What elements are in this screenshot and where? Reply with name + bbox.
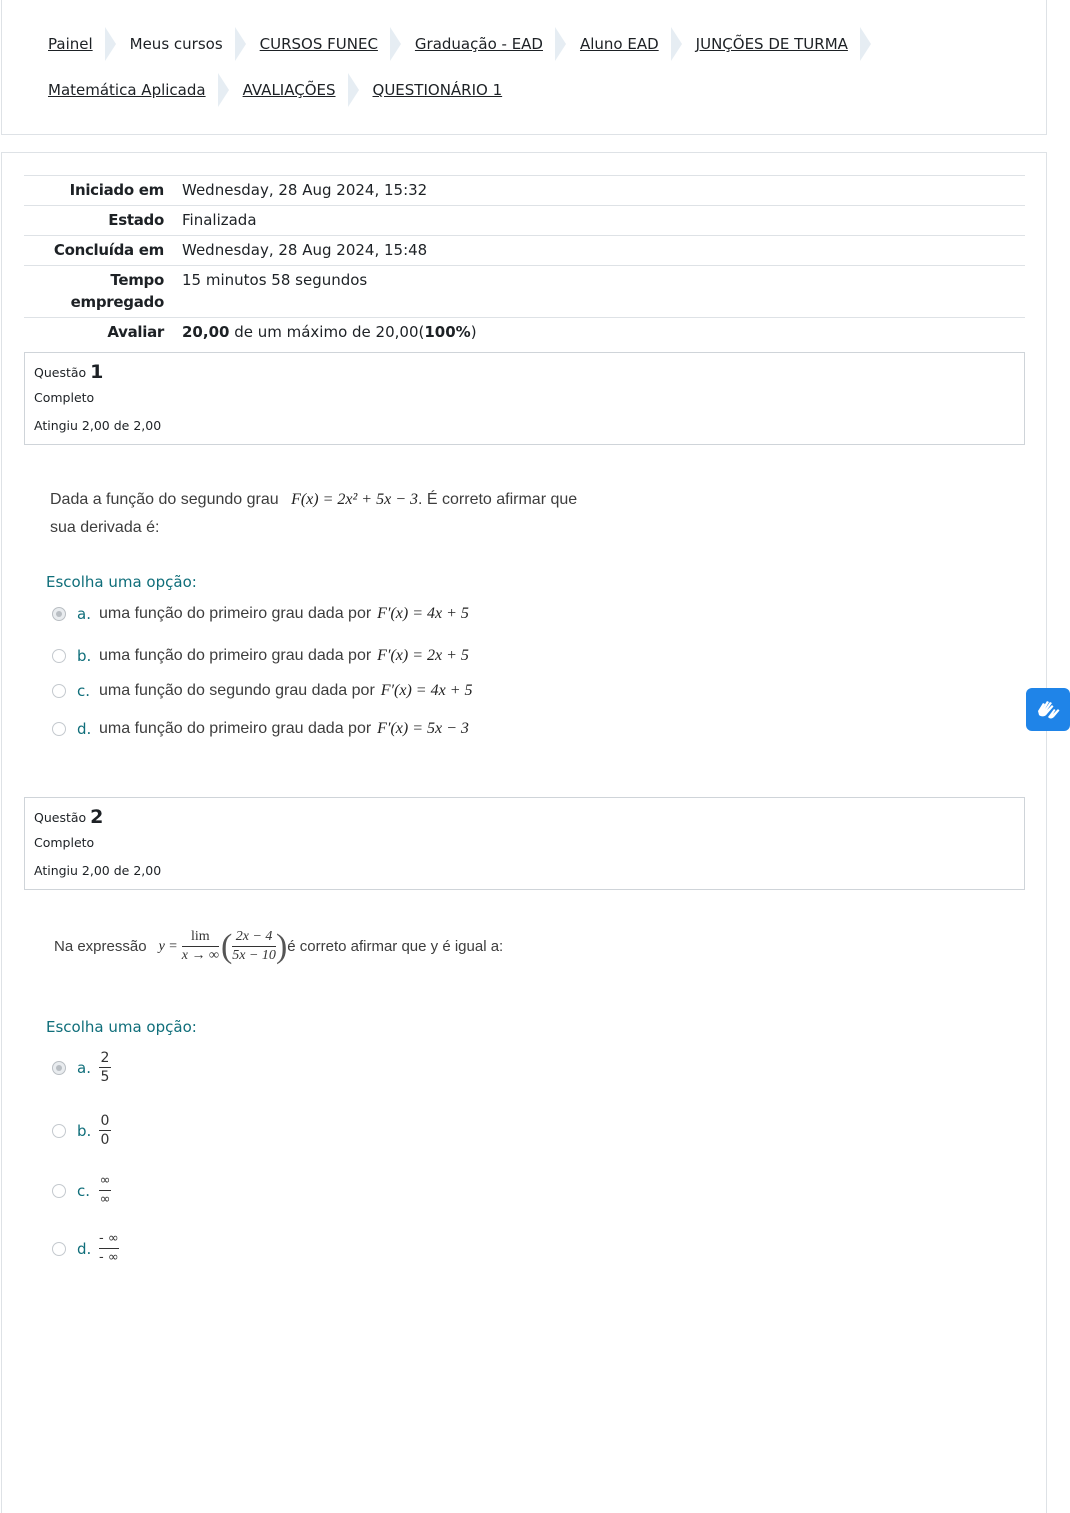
grade-value xyxy=(178,318,1025,348)
state-label: Estado xyxy=(108,211,164,229)
radio-button[interactable] xyxy=(52,684,66,698)
fraction-bar xyxy=(182,946,219,947)
question-1-formula: F(x) = 2x² + 5x − 3 xyxy=(291,491,418,508)
breadcrumb-link-matematica-aplicada[interactable]: Matemática Aplicada xyxy=(48,81,206,99)
grade-close: ) xyxy=(470,323,477,341)
option-letter: d. xyxy=(77,720,92,738)
time-label: Tempo empregado xyxy=(70,271,164,311)
fraction-bar xyxy=(99,1130,111,1131)
question-2-text xyxy=(54,929,503,964)
radio-button[interactable] xyxy=(52,1061,66,1075)
question-number: 1 xyxy=(90,361,104,383)
sign-language-accessibility-button[interactable] xyxy=(1026,688,1070,731)
breadcrumb-link-cursos-funec[interactable]: CURSOS FUNEC xyxy=(259,35,378,53)
summary-row-time xyxy=(24,266,1025,318)
breadcrumb-item-meus-cursos[interactable]: Meus cursos xyxy=(129,35,223,53)
breadcrumb xyxy=(1,0,1047,135)
radio-button[interactable] xyxy=(52,607,66,621)
breadcrumb-separator xyxy=(218,73,229,107)
fraction-numerator: 2 xyxy=(100,1050,110,1066)
question-number: 2 xyxy=(90,806,104,828)
radio-button[interactable] xyxy=(52,1242,66,1256)
option-formula: F′(x) = 4x + 5 xyxy=(380,682,473,699)
breadcrumb-link-aluno-ead[interactable]: Aluno EAD xyxy=(579,35,659,53)
question-2-info xyxy=(24,797,1025,890)
option-formula: F′(x) = 5x − 3 xyxy=(377,720,469,737)
fraction-numerator: 2x − 4 xyxy=(235,929,273,944)
fraction-bar xyxy=(232,946,276,947)
state-value: Finalizada xyxy=(182,211,257,229)
breadcrumb-row-1 xyxy=(48,27,885,61)
radio-button[interactable] xyxy=(52,1184,66,1198)
question-1-text xyxy=(50,491,577,537)
option-fraction xyxy=(99,1113,111,1148)
fraction-bar xyxy=(99,1067,111,1068)
summary-row-state xyxy=(24,206,1025,236)
grade-score: 20,00 xyxy=(182,323,230,341)
fraction-denominator: ∞ xyxy=(99,1192,111,1207)
option-fraction xyxy=(99,1173,111,1208)
radio-button[interactable] xyxy=(52,722,66,736)
sign-language-hands-icon xyxy=(1034,697,1062,723)
question-1-text-line-1 xyxy=(50,491,577,509)
question-1-option-a[interactable] xyxy=(52,605,469,623)
fraction-bar xyxy=(99,1190,111,1191)
question-1-option-b[interactable] xyxy=(52,647,469,665)
breadcrumb-separator xyxy=(105,27,116,61)
question-label: Questão xyxy=(34,365,87,380)
question-1-status: Completo xyxy=(34,390,95,405)
question-2-mark: Atingiu 2,00 de 2,00 xyxy=(34,863,162,878)
option-text: uma função do primeiro grau dada por xyxy=(99,647,372,664)
breadcrumb-separator xyxy=(348,73,359,107)
grade-percent: 100% xyxy=(424,323,471,341)
radio-button[interactable] xyxy=(52,649,66,663)
formula-y: y = xyxy=(158,938,178,954)
completed-value: Wednesday, 28 Aug 2024, 15:48 xyxy=(182,241,428,259)
breadcrumb-link-questionario-1[interactable]: QUESTIONÁRIO 1 xyxy=(372,81,503,99)
summary-row-grade xyxy=(24,318,1025,348)
formula-fraction xyxy=(232,929,276,964)
option-letter: b. xyxy=(77,647,92,665)
fraction-numerator: - ∞ xyxy=(99,1231,119,1246)
option-letter: a. xyxy=(77,605,91,623)
option-text: uma função do segundo grau dada por xyxy=(99,682,375,699)
left-paren: ( xyxy=(220,927,233,965)
option-formula: F′(x) = 4x + 5 xyxy=(377,605,469,622)
question-2-option-d[interactable] xyxy=(52,1231,119,1266)
fraction-denominator: - ∞ xyxy=(99,1250,119,1265)
option-letter: d. xyxy=(77,1239,92,1258)
breadcrumb-separator xyxy=(555,27,566,61)
formula-limit xyxy=(182,929,219,964)
option-text: uma função do primeiro grau dada por xyxy=(99,605,372,622)
question-text-part: Dada a função do segundo grau xyxy=(50,491,279,508)
question-1-mark: Atingiu 2,00 de 2,00 xyxy=(34,418,162,433)
question-2-option-c[interactable] xyxy=(52,1173,111,1208)
fraction-numerator: ∞ xyxy=(99,1173,111,1188)
option-letter: c. xyxy=(77,1181,91,1200)
grade-middle: de um máximo de 20,00( xyxy=(229,323,425,341)
breadcrumb-link-juncoes-de-turma[interactable]: JUNÇÕES DE TURMA xyxy=(695,35,848,53)
question-2-prompt: Escolha uma opção: xyxy=(46,1018,197,1036)
summary-row-started xyxy=(24,176,1025,206)
question-1-info xyxy=(24,352,1025,445)
breadcrumb-link-avaliacoes[interactable]: AVALIAÇÕES xyxy=(242,81,336,99)
grade-label: Avaliar xyxy=(107,323,164,341)
limit-subscript: x → ∞ xyxy=(181,948,219,963)
summary-row-completed xyxy=(24,236,1025,266)
option-fraction xyxy=(99,1231,119,1266)
fraction-numerator: 0 xyxy=(100,1113,110,1129)
fraction-denominator: 0 xyxy=(100,1132,110,1148)
question-1-option-d[interactable] xyxy=(52,720,469,738)
question-2-number xyxy=(34,806,1015,829)
question-text-part: Na expressão xyxy=(54,938,147,955)
question-2-status: Completo xyxy=(34,835,95,850)
question-1-option-c[interactable] xyxy=(52,682,473,700)
attempt-summary-table xyxy=(24,175,1025,347)
option-letter: b. xyxy=(77,1121,92,1140)
fraction-denominator: 5 xyxy=(100,1069,110,1085)
question-text-part: . É correto afirmar que xyxy=(418,491,578,508)
question-2-option-b[interactable] xyxy=(52,1113,111,1148)
fraction-denominator: 5x − 10 xyxy=(232,948,276,963)
started-label: Iniciado em xyxy=(69,181,164,199)
option-formula: F′(x) = 2x + 5 xyxy=(377,647,469,664)
quiz-review-region xyxy=(1,152,1047,1513)
option-fraction xyxy=(99,1050,111,1085)
breadcrumb-separator xyxy=(235,27,246,61)
time-value: 15 minutos 58 segundos xyxy=(182,271,368,289)
radio-button[interactable] xyxy=(52,1124,66,1138)
right-paren: ) xyxy=(275,927,288,965)
breadcrumb-link-painel[interactable]: Painel xyxy=(48,35,93,53)
option-letter: c. xyxy=(77,682,91,700)
breadcrumb-separator xyxy=(860,27,871,61)
fraction-bar xyxy=(99,1248,119,1249)
option-text: uma função do primeiro grau dada por xyxy=(99,720,372,737)
started-value: Wednesday, 28 Aug 2024, 15:32 xyxy=(182,181,428,199)
question-1-number xyxy=(34,361,1015,384)
limit-label: lim xyxy=(191,929,210,944)
option-letter: a. xyxy=(77,1058,91,1077)
question-1-text-line-2: sua derivada é: xyxy=(50,519,160,536)
breadcrumb-link-graduacao-ead[interactable]: Graduação - EAD xyxy=(414,35,543,53)
completed-label: Concluída em xyxy=(53,241,164,259)
question-label: Questão xyxy=(34,810,87,825)
question-2-option-a[interactable] xyxy=(52,1050,111,1085)
breadcrumb-separator xyxy=(671,27,682,61)
question-1-prompt: Escolha uma opção: xyxy=(46,573,197,591)
breadcrumb-separator xyxy=(390,27,401,61)
question-text-part: é correto afirmar que y é igual a: xyxy=(287,938,504,955)
breadcrumb-row-2 xyxy=(48,73,502,107)
